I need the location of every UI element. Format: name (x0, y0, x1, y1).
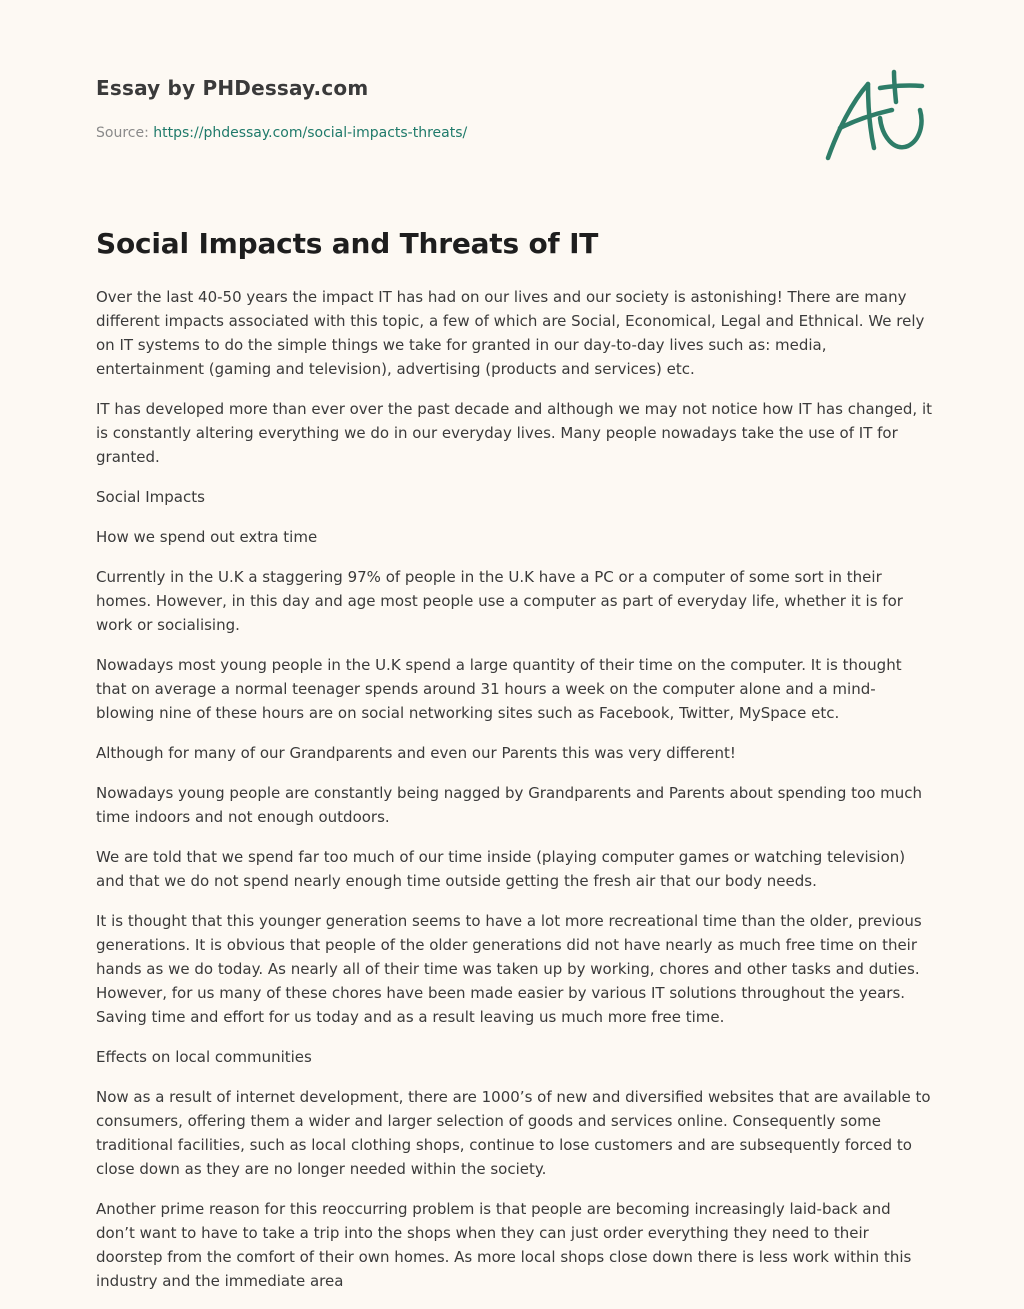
essay-title: Social Impacts and Threats of IT (96, 227, 599, 260)
paragraph: Nowadays most young people in the U.K spend a large quantity of their time on the computer. It is thought that on average a normal teenager spends around 31 hours a week on the computer alone and a mind-blowing nine of these hours are on social networking sites such as Facebook, Twitter, MySpace etc. (96, 656, 902, 722)
source-link[interactable]: https://phdessay.com/social-impacts-threats/ (153, 125, 468, 141)
paragraph: It is thought that this younger generation seems to have a lot more recreational time than the older, previous generations. It is obvious that people of the older generations did not have nearly as much free time on their hands as we do today. As nearly all of their time was taken up by working, chores and other tasks and duties. However, for us many of these chores have been made easier by various IT solutions throughout the years. Saving time and effort for us today and as a result leaving us much more free time. (96, 912, 922, 1026)
paragraph: We are told that we spend far too much of our time inside (playing computer games or watching television) and that we do not spend nearly enough time outside getting the fresh air that our body needs. (96, 848, 906, 890)
essay-body (96, 285, 932, 1309)
source-label: Source: (96, 125, 154, 141)
a-plus-grade-icon (822, 68, 932, 168)
paragraph: Over the last 40-50 years the impact IT has had on our lives and our society is astonishing! There are many different impacts associated with this topic, a few of which are Social, Economical, Legal and Ethnical. We rely on IT systems to do the simple things we take for granted in our day-to-day lives such as: media, entertainment (gaming and television), advertising (products and services) etc. (96, 288, 925, 378)
paragraph: Another prime reason for this reoccurring problem is that people are becoming increasingly laid-back and don’t want to have to take a trip into the shops when they can just order everything they need to their doorstep from the comfort of their own homes. As more local shops close down there is less work within this industry and the immediate area (96, 1200, 912, 1290)
paragraph: IT has developed more than ever over the past decade and although we may not notice how IT has changed, it is constantly altering everything we do in our everyday lives. Many people nowadays take the use of IT for granted. (96, 400, 933, 466)
page-header (96, 76, 928, 141)
paragraph: Although for many of our Grandparents and even our Parents this was very different! (96, 744, 736, 762)
source-line (96, 125, 467, 141)
paragraph: Currently in the U.K a staggering 97% of people in the U.K have a PC or a computer of some sort in their homes. However, in this day and age most people use a computer as part of everyday life, whether it is for work or socialising. (96, 568, 903, 634)
subsection-heading: Effects on local communities (96, 1048, 312, 1066)
subsection-heading: How we spend out extra time (96, 528, 318, 546)
site-title: Essay by PHDessay.com (96, 76, 369, 100)
paragraph: Now as a result of internet development, there are 1000’s of new and diversified websites that are available to consumers, offering them a wider and larger selection of goods and services online. Consequently some traditional facilities, such as local clothing shops, continue to lose customers and are subsequently forced to close down as they are no longer needed within the society. (96, 1088, 931, 1178)
section-heading: Social Impacts (96, 488, 205, 506)
paragraph: Nowadays young people are constantly being nagged by Grandparents and Parents about spending too much time indoors and not enough outdoors. (96, 784, 923, 826)
